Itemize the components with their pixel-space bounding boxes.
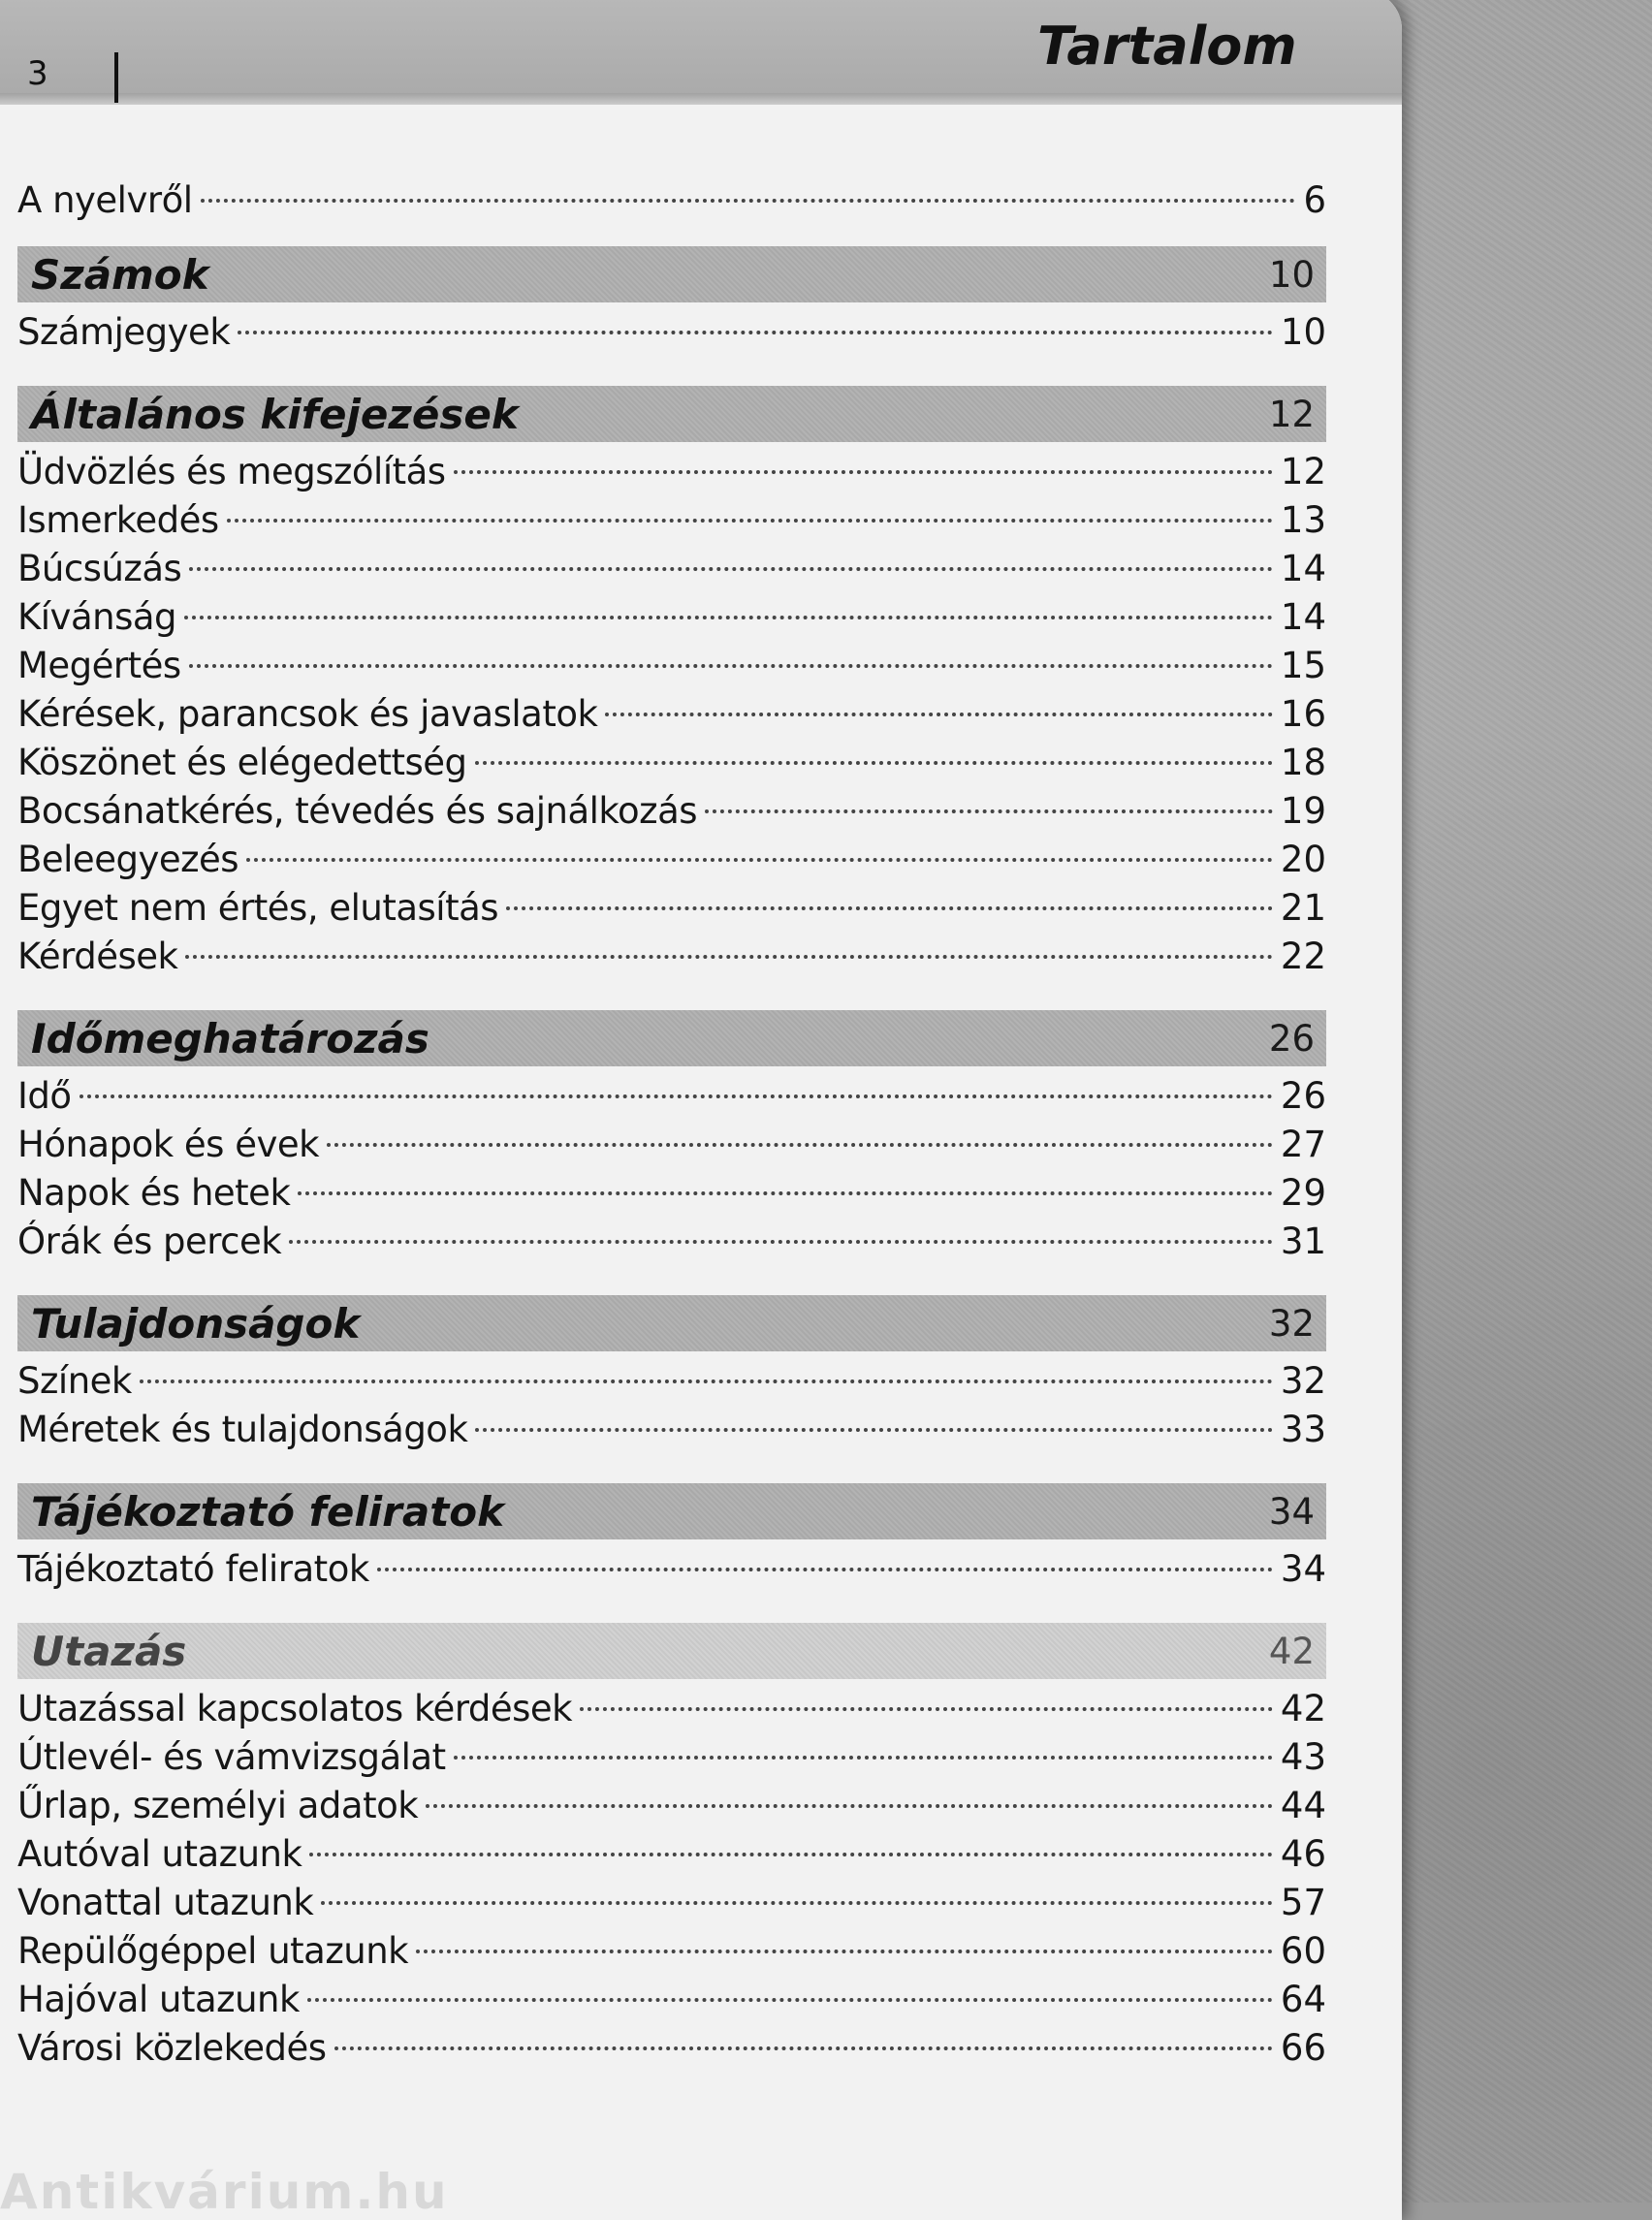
toc-entry-label: Hajóval utazunk (17, 1979, 300, 2020)
toc-entry-label: Köszönet és elégedettség (17, 742, 467, 783)
toc-entry-page: 46 (1280, 1833, 1326, 1875)
toc-entry-page: 34 (1280, 1548, 1326, 1590)
toc-entry (17, 1927, 1326, 1976)
watermark: Antikvárium.hu (0, 2164, 449, 2220)
toc-entry-label: Egyet nem értés, elutasítás (17, 887, 499, 929)
toc-entry (17, 1782, 1326, 1830)
toc-entry-page: 6 (1303, 179, 1326, 221)
page-number-divider (114, 52, 118, 103)
dot-leader (309, 1853, 1273, 1856)
dot-leader (238, 331, 1273, 334)
toc-entry-page: 26 (1280, 1075, 1326, 1117)
dot-leader (189, 664, 1273, 668)
toc-entry (17, 2024, 1326, 2073)
toc-entry-page: 27 (1280, 1124, 1326, 1165)
toc-entry-page: 13 (1280, 499, 1326, 541)
toc-entry-label: A nyelvről (17, 179, 193, 221)
dot-leader (454, 470, 1273, 474)
toc-entry-label: Városi közlekedés (17, 2027, 327, 2069)
section-header (17, 1010, 1326, 1066)
dot-leader (705, 809, 1273, 813)
toc-entry-page: 29 (1280, 1172, 1326, 1214)
toc-entry-page: 42 (1280, 1688, 1326, 1729)
toc-entry (17, 1357, 1326, 1406)
dot-leader (334, 2046, 1273, 2050)
toc-entry-label: Kérések, parancsok és javaslatok (17, 693, 598, 735)
toc-entry-label: Színek (17, 1360, 132, 1402)
dot-leader (426, 1804, 1273, 1808)
toc-entry-label: Számjegyek (17, 311, 231, 353)
toc-entry (17, 690, 1326, 739)
section-title: Utazás (31, 1627, 187, 1675)
table-of-contents (17, 176, 1326, 2073)
toc-entry-page: 66 (1280, 2027, 1326, 2069)
section-page: 32 (1268, 1302, 1315, 1345)
section-page: 12 (1268, 393, 1315, 435)
toc-entry-page: 43 (1280, 1736, 1326, 1778)
toc-entry (17, 1121, 1326, 1169)
section-header (17, 1623, 1326, 1679)
dot-leader (246, 858, 1273, 862)
section-title: Időmeghatározás (31, 1014, 429, 1062)
toc-entry-label: Beleegyezés (17, 839, 239, 880)
toc-entry-label: Idő (17, 1075, 72, 1117)
dot-leader (377, 1568, 1273, 1571)
dot-leader (227, 519, 1273, 523)
toc-entry-label: Repülőgéppel utazunk (17, 1930, 409, 1972)
toc-entry-label: Megértés (17, 645, 181, 686)
toc-entry-page: 33 (1280, 1409, 1326, 1450)
section-title: Tulajdonságok (31, 1299, 361, 1348)
toc-entry-page: 15 (1280, 645, 1326, 686)
toc-entry-label: Kérdések (17, 936, 178, 977)
toc-entry (17, 593, 1326, 642)
dot-leader (475, 761, 1273, 765)
toc-entry-page: 19 (1280, 790, 1326, 832)
dot-leader (327, 1143, 1273, 1147)
toc-entry-page: 57 (1280, 1882, 1326, 1923)
dot-leader (184, 616, 1273, 619)
section-header (17, 1295, 1326, 1351)
toc-entry (17, 787, 1326, 836)
toc-entry (17, 1072, 1326, 1121)
toc-entry-label: Űrlap, személyi adatok (17, 1785, 419, 1826)
section-header (17, 386, 1326, 442)
toc-entry (17, 1406, 1326, 1454)
toc-entry (17, 1830, 1326, 1879)
toc-entry-page: 14 (1280, 548, 1326, 589)
dot-leader (416, 1950, 1273, 1953)
toc-entry (17, 836, 1326, 884)
dot-leader (454, 1756, 1273, 1760)
toc-entry-page: 10 (1280, 311, 1326, 353)
dot-leader (307, 1998, 1273, 2002)
dot-leader (580, 1707, 1273, 1711)
toc-entry-page: 12 (1280, 451, 1326, 492)
dot-leader (605, 713, 1273, 716)
toc-entry-label: Tájékoztató feliratok (17, 1548, 369, 1590)
page-number: 3 (27, 54, 48, 93)
toc-entry-label: Napok és hetek (17, 1172, 291, 1214)
toc-entry-page: 21 (1280, 887, 1326, 929)
toc-entry (17, 308, 1326, 357)
toc-entry-page: 20 (1280, 839, 1326, 880)
toc-entry (17, 448, 1326, 496)
dot-leader (289, 1240, 1273, 1244)
section-title: Számok (31, 250, 209, 299)
toc-entry (17, 933, 1326, 981)
toc-entry (17, 739, 1326, 787)
toc-entry (17, 496, 1326, 545)
toc-entry (17, 1685, 1326, 1733)
toc-entry-label: Kívánság (17, 596, 176, 638)
toc-entry-page: 31 (1280, 1221, 1326, 1262)
toc-entry (17, 1545, 1326, 1594)
toc-entry (17, 545, 1326, 593)
dot-leader (140, 1380, 1273, 1383)
section-header (17, 1483, 1326, 1539)
toc-entry-label: Vonattal utazunk (17, 1882, 314, 1923)
toc-entry (17, 884, 1326, 933)
toc-entry (17, 1733, 1326, 1782)
toc-entry (17, 1218, 1326, 1266)
toc-entry-page: 44 (1280, 1785, 1326, 1826)
dot-leader (79, 1094, 1273, 1098)
section-page: 34 (1268, 1490, 1315, 1533)
toc-entry-page: 22 (1280, 936, 1326, 977)
page-title: Tartalom (1037, 16, 1297, 77)
toc-entry-label: Hónapok és évek (17, 1124, 320, 1165)
dot-leader (201, 199, 1296, 203)
toc-entry (17, 1976, 1326, 2024)
toc-entry-label: Autóval utazunk (17, 1833, 302, 1875)
toc-entry (17, 642, 1326, 690)
toc-entry-page: 14 (1280, 596, 1326, 638)
toc-entry-label: Utazással kapcsolatos kérdések (17, 1688, 573, 1729)
toc-entry-page: 18 (1280, 742, 1326, 783)
toc-entry-label: Méretek és tulajdonságok (17, 1409, 468, 1450)
dot-leader (506, 906, 1273, 910)
section-page: 42 (1268, 1630, 1315, 1672)
dot-leader (298, 1191, 1273, 1195)
section-page: 10 (1268, 253, 1315, 296)
section-title: Tájékoztató feliratok (31, 1487, 505, 1536)
toc-entry-label: Bocsánatkérés, tévedés és sajnálkozás (17, 790, 698, 832)
toc-entry-page: 64 (1280, 1979, 1326, 2020)
toc-entry-label: Üdvözlés és megszólítás (17, 451, 446, 492)
toc-entry-page: 32 (1280, 1360, 1326, 1402)
section-page: 26 (1268, 1017, 1315, 1060)
dot-leader (189, 567, 1273, 571)
dot-leader (321, 1901, 1273, 1905)
toc-entry (17, 1879, 1326, 1927)
section-title: Általános kifejezések (31, 390, 519, 438)
dot-leader (475, 1428, 1273, 1432)
toc-entry (17, 1169, 1326, 1218)
toc-entry-label: Búcsúzás (17, 548, 182, 589)
toc-entry-label: Órák és percek (17, 1221, 282, 1262)
toc-entry-label: Útlevél- és vámvizsgálat (17, 1736, 446, 1778)
toc-entry-page: 16 (1280, 693, 1326, 735)
toc-entry-page: 60 (1280, 1930, 1326, 1972)
dot-leader (185, 955, 1272, 959)
toc-entry-intro (17, 176, 1326, 225)
section-header (17, 246, 1326, 302)
toc-entry-label: Ismerkedés (17, 499, 219, 541)
